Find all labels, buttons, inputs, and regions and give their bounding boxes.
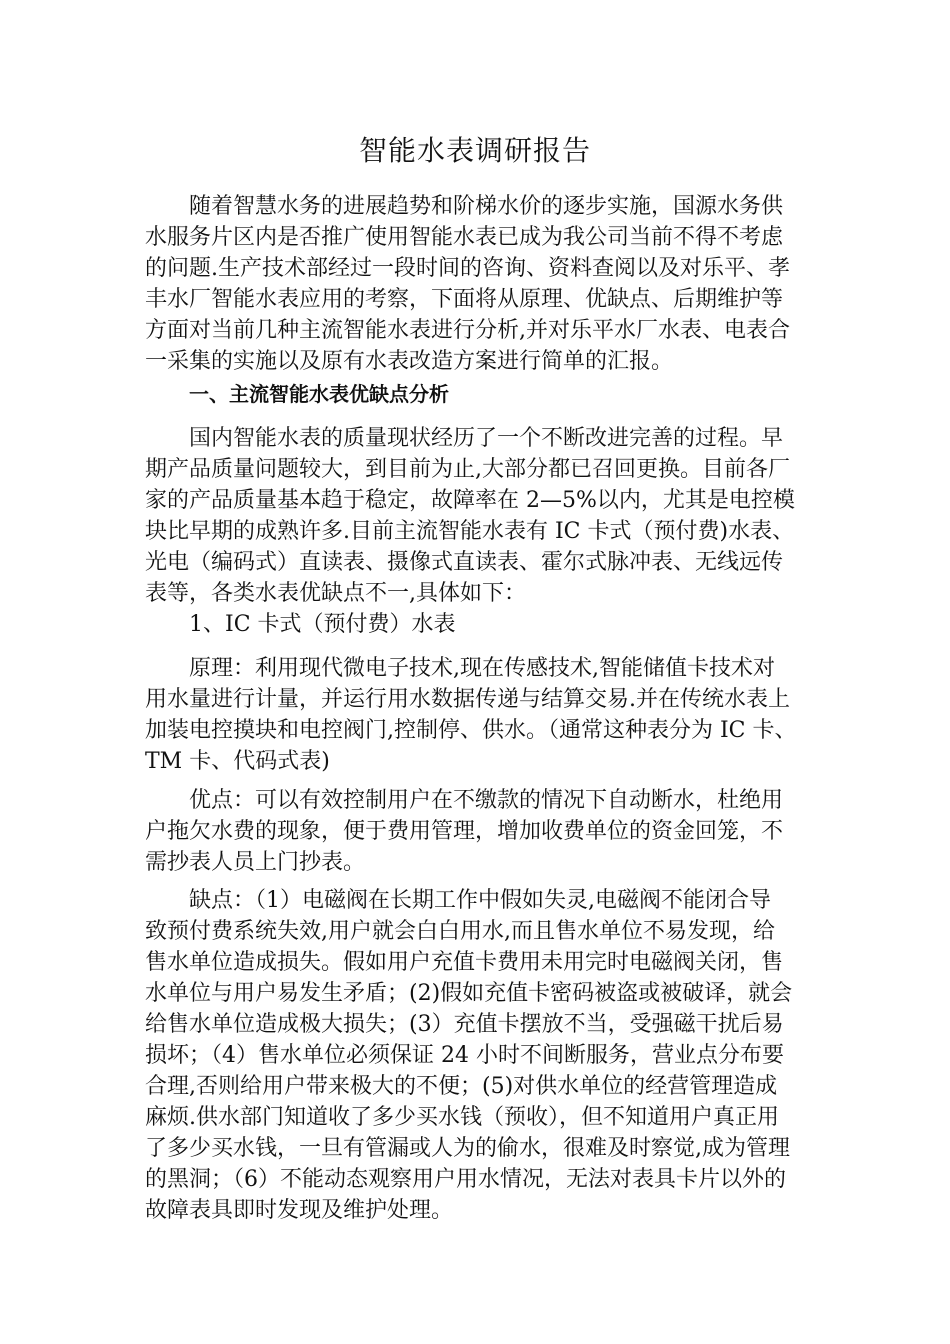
text-line: 的问题.生产技术部经过一段时间的咨询、资料查阅以及对乐平、孝	[145, 256, 790, 281]
subsection-heading-text: 1、IC 卡式（预付费）水表	[189, 612, 456, 637]
text-line: 表等，各类水表优缺点不一,具体如下：	[145, 581, 526, 606]
text-line: 随着智慧水务的进展趋势和阶梯水价的逐步实施，国源水务供	[189, 194, 784, 219]
text-line: 水单位与用户易发生矛盾；(2)假如充值卡密码被盗或被破译，就会	[145, 981, 793, 1006]
section-heading-text: 一、主流智能水表优缺点分析	[189, 382, 449, 406]
text-line: 光电（编码式）直读表、摄像式直读表、霍尔式脉冲表、无线远传	[145, 550, 784, 575]
text-line: 加装电控摸块和电控阀门,控制停、供水。（通常这种表分为 IC 卡、	[145, 718, 797, 743]
text-line: 原理：利用现代微电子技术,现在传感技术,智能储值卡技术对	[189, 656, 775, 681]
text-line: 家的产品质量基本趋于稳定，故障率在 2—5%以内，尤其是电控模	[145, 488, 795, 513]
text-line: 给售水单位造成极大损失；(3）充值卡摆放不当，受强磁干扰后易	[145, 1012, 784, 1037]
text-line: 国内智能水表的质量现状经历了一个不断改进完善的过程。早	[189, 426, 784, 451]
text-line: 户拖欠水费的现象，便于费用管理，增加收费单位的资金回笼，不	[145, 819, 784, 844]
text-line: 一采集的实施以及原有水表改造方案进行简单的汇报。	[145, 349, 674, 374]
text-line: 了多少买水钱，一旦有管漏或人为的偷水，很难及时察觉,成为管理	[145, 1136, 790, 1161]
text-line: 的黑洞；（6）不能动态观察用户用水情况，无法对表具卡片以外的	[145, 1167, 786, 1192]
text-line: TM 卡、代码式表)	[145, 749, 330, 774]
text-line: 合理,否则给用户带来极大的不便；(5)对供水单位的经营管理造成	[145, 1074, 778, 1099]
text-line: 缺点：（1）电磁阀在长期工作中假如失灵,电磁阀不能闭合导	[189, 888, 771, 913]
text-line: 水服务片区内是否推广使用智能水表已成为我公司当前不得不考虑	[145, 225, 784, 250]
section1-paragraph	[145, 423, 825, 609]
text-line: 损坏；（4）售水单位必须保证 24 小时不间断服务，营业点分布要	[145, 1043, 784, 1068]
text-line: 期产品质量问题较大，到目前为止,大部分都已召回更换。目前各厂	[145, 457, 790, 482]
text-line: 致预付费系统失效,用户就会白白用水,而且售水单位不易发现，给	[145, 919, 775, 944]
disadvantages-paragraph	[145, 885, 825, 1226]
text-line: 块比早期的成熟许多.目前主流智能水表有 IC 卡式（预付费)水表、	[145, 519, 795, 544]
text-line: 故障表具即时发现及维护处理。	[145, 1198, 454, 1223]
text-line: 麻烦.供水部门知道收了多少买水钱（预收），但不知道用户真正用	[145, 1105, 779, 1130]
text-line: 用水量进行计量，并运行用水数据传递与结算交易.并在传统水表上	[145, 687, 790, 712]
intro-paragraph	[145, 191, 825, 377]
text-line: 售水单位造成损失。假如用户充值卡费用未用完时电磁阀关闭，售	[145, 950, 784, 975]
section-heading	[145, 379, 825, 410]
text-line: 优点：可以有效控制用户在不缴款的情况下自动断水，杜绝用	[189, 788, 784, 813]
document-title: 智能水表调研报告	[358, 134, 591, 167]
text-line: 需抄表人员上门抄表。	[145, 850, 366, 875]
principle-paragraph	[145, 653, 825, 777]
text-line: 丰水厂智能水表应用的考察，下面将从原理、优缺点、后期维护等	[145, 287, 784, 312]
advantages-paragraph	[145, 785, 825, 878]
subsection-heading	[145, 609, 825, 640]
text-line: 方面对当前几种主流智能水表进行分析,并对乐平水厂水表、电表合	[145, 318, 790, 343]
